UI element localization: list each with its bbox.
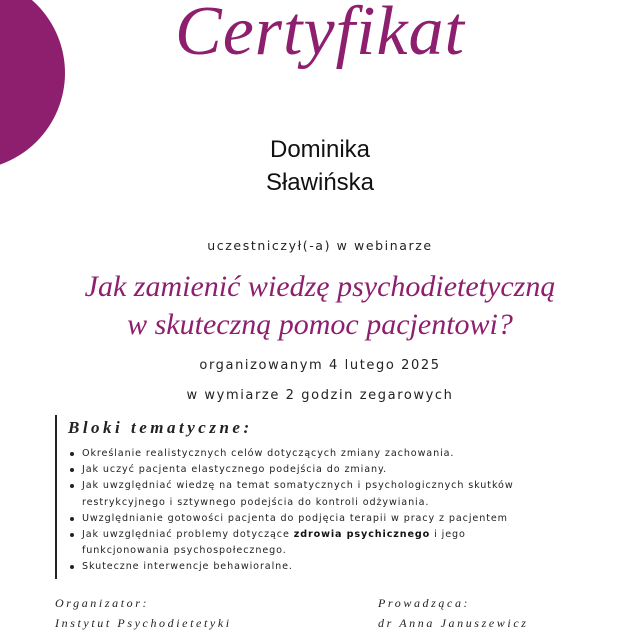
divider-line xyxy=(55,415,57,579)
duration: w wymiarze 2 godzin zegarowych xyxy=(186,388,454,403)
participation-text: uczestniczył(-a) w webinarze xyxy=(207,238,433,253)
organized-date: organizowanym 4 lutego 2025 xyxy=(199,358,441,373)
topics-list xyxy=(68,446,538,576)
webinar-title-line-2: w skuteczną pomoc pacjentowi? xyxy=(127,308,513,341)
item-text: Jak uwzględniać problemy dotyczące xyxy=(82,529,294,541)
organizer-label: Organizator: xyxy=(55,596,150,610)
host-name: dr Anna Januszewicz xyxy=(378,616,529,630)
blocks-heading: Bloki tematyczne: xyxy=(68,418,253,437)
organizer-name: Instytut Psychodietetyki xyxy=(55,616,232,630)
list-item: Określanie realistycznych celów dotyczących zmiany zachowania. xyxy=(68,446,538,462)
participant-last-name: Sławińska xyxy=(265,169,375,196)
list-item: Jak uczyć pacjenta elastycznego podejścia do zmiany. xyxy=(68,462,538,478)
list-item: Jak uwzględniać wiedzę na temat somatycznych i psychologicznych skutków restrykcyjnego i sztywnego podejścia do kontroli odżywiania. xyxy=(68,478,538,510)
list-item: Skuteczne interwencje behawioralne. xyxy=(68,559,538,575)
webinar-title-line-1: Jak zamienić wiedzę psychodietetyczną xyxy=(84,270,556,303)
host-label: Prowadząca: xyxy=(378,596,471,610)
item-text: i jego funkcjonowania psychospołecznego. xyxy=(82,529,466,557)
item-bold-text: zdrowia psychicznego xyxy=(293,529,431,541)
list-item: Uwzględnianie gotowości pacjenta do podjęcia terapii w pracy z pacjentem xyxy=(68,511,538,527)
participant-first-name: Dominika xyxy=(269,136,371,163)
list-item xyxy=(68,527,538,559)
certificate-title: Certyfikat xyxy=(175,0,465,70)
